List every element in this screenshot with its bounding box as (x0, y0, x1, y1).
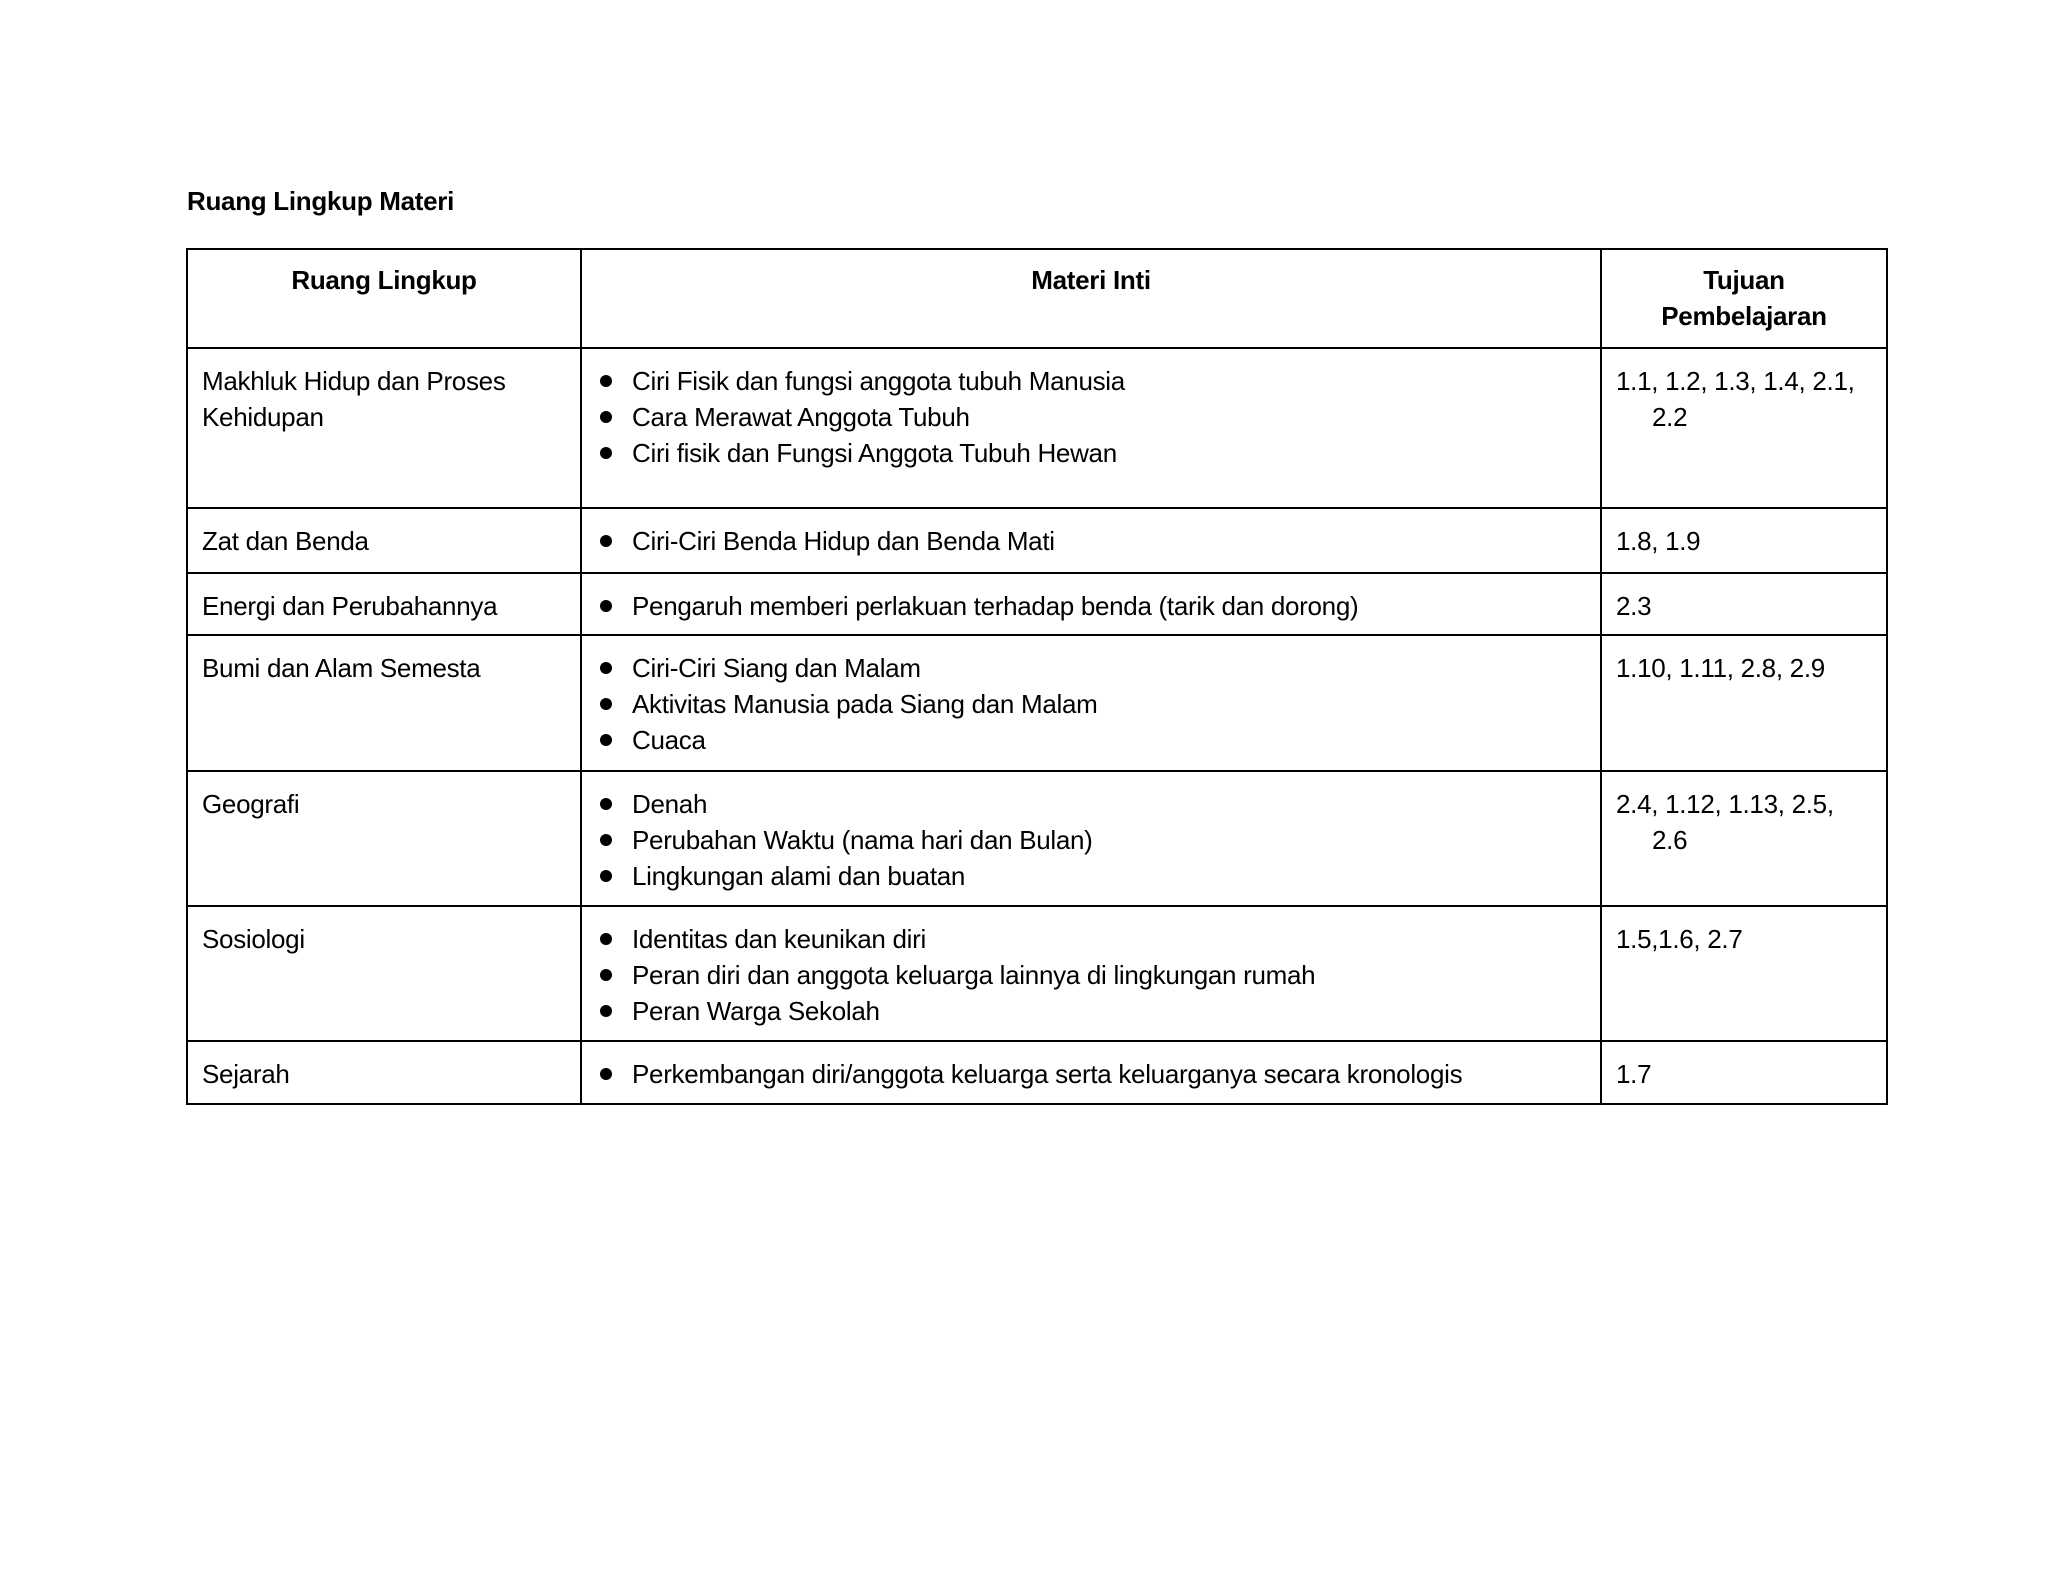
list-item: Pengaruh memberi perlakuan terhadap benda (tarik dan dorong) (596, 588, 1586, 624)
list-item: Cuaca (596, 722, 1586, 758)
header-goals-line-2: Pembelajaran (1661, 301, 1827, 331)
goals-cell (1601, 1041, 1887, 1104)
materials-list (596, 588, 1586, 624)
goals-cell (1601, 573, 1887, 635)
scope-cell: Geografi (187, 771, 581, 906)
scope-table (186, 248, 1888, 1105)
materials-cell (581, 1041, 1601, 1104)
materials-list (596, 1056, 1586, 1092)
header-goals (1601, 249, 1887, 348)
list-item: Lingkungan alami dan buatan (596, 858, 1586, 894)
scope-cell: Makhluk Hidup dan Proses Kehidupan (187, 348, 581, 508)
materials-cell (581, 906, 1601, 1041)
materials-cell (581, 508, 1601, 573)
goals-text: 2.3 (1616, 591, 1652, 621)
list-item: Denah (596, 786, 1586, 822)
table-row (187, 906, 1887, 1041)
list-item: Perkembangan diri/anggota keluarga serta keluarganya secara kronologis (596, 1056, 1586, 1092)
list-item: Ciri Fisik dan fungsi anggota tubuh Manusia (596, 363, 1586, 399)
materials-list (596, 363, 1586, 471)
materials-cell (581, 348, 1601, 508)
table-row (187, 635, 1887, 771)
table-header-row (187, 249, 1887, 348)
goals-cell (1601, 348, 1887, 508)
materials-list (596, 921, 1586, 1029)
header-scope: Ruang Lingkup (187, 249, 581, 348)
list-item: Identitas dan keunikan diri (596, 921, 1586, 957)
list-item: Peran Warga Sekolah (596, 993, 1586, 1029)
table-row (187, 508, 1887, 573)
header-goals-line-1: Tujuan (1703, 265, 1785, 295)
materials-cell (581, 771, 1601, 906)
materials-list (596, 786, 1586, 894)
page-title: Ruang Lingkup Materi (187, 186, 455, 216)
goals-cell (1601, 906, 1887, 1041)
goals-cell (1601, 635, 1887, 771)
scope-cell: Energi dan Perubahannya (187, 573, 581, 635)
list-item: Aktivitas Manusia pada Siang dan Malam (596, 686, 1586, 722)
table-row (187, 348, 1887, 508)
list-item: Peran diri dan anggota keluarga lainnya di lingkungan rumah (596, 957, 1586, 993)
list-item: Cara Merawat Anggota Tubuh (596, 399, 1586, 435)
goals-cell (1601, 771, 1887, 906)
materials-cell (581, 573, 1601, 635)
list-item: Ciri fisik dan Fungsi Anggota Tubuh Hewan (596, 435, 1586, 471)
scope-cell: Zat dan Benda (187, 508, 581, 573)
goals-text: 1.7 (1616, 1059, 1652, 1089)
goals-text: 2.4, 1.12, 1.13, 2.5, 2.6 (1616, 789, 1834, 855)
list-item: Ciri-Ciri Siang dan Malam (596, 650, 1586, 686)
list-item: Ciri-Ciri Benda Hidup dan Benda Mati (596, 523, 1586, 559)
materials-cell (581, 635, 1601, 771)
goals-text: 1.10, 1.11, 2.8, 2.9 (1616, 653, 1825, 683)
scope-cell: Bumi dan Alam Semesta (187, 635, 581, 771)
table-row (187, 573, 1887, 635)
header-materials: Materi Inti (581, 249, 1601, 348)
scope-cell: Sosiologi (187, 906, 581, 1041)
goals-cell (1601, 508, 1887, 573)
table-row (187, 1041, 1887, 1104)
materials-list (596, 523, 1586, 559)
goals-text: 1.8, 1.9 (1616, 526, 1701, 556)
list-item: Perubahan Waktu (nama hari dan Bulan) (596, 822, 1586, 858)
materials-list (596, 650, 1586, 758)
scope-cell: Sejarah (187, 1041, 581, 1104)
goals-text: 1.5,1.6, 2.7 (1616, 924, 1743, 954)
table-row (187, 771, 1887, 906)
goals-text: 1.1, 1.2, 1.3, 1.4, 2.1, 2.2 (1616, 366, 1855, 432)
